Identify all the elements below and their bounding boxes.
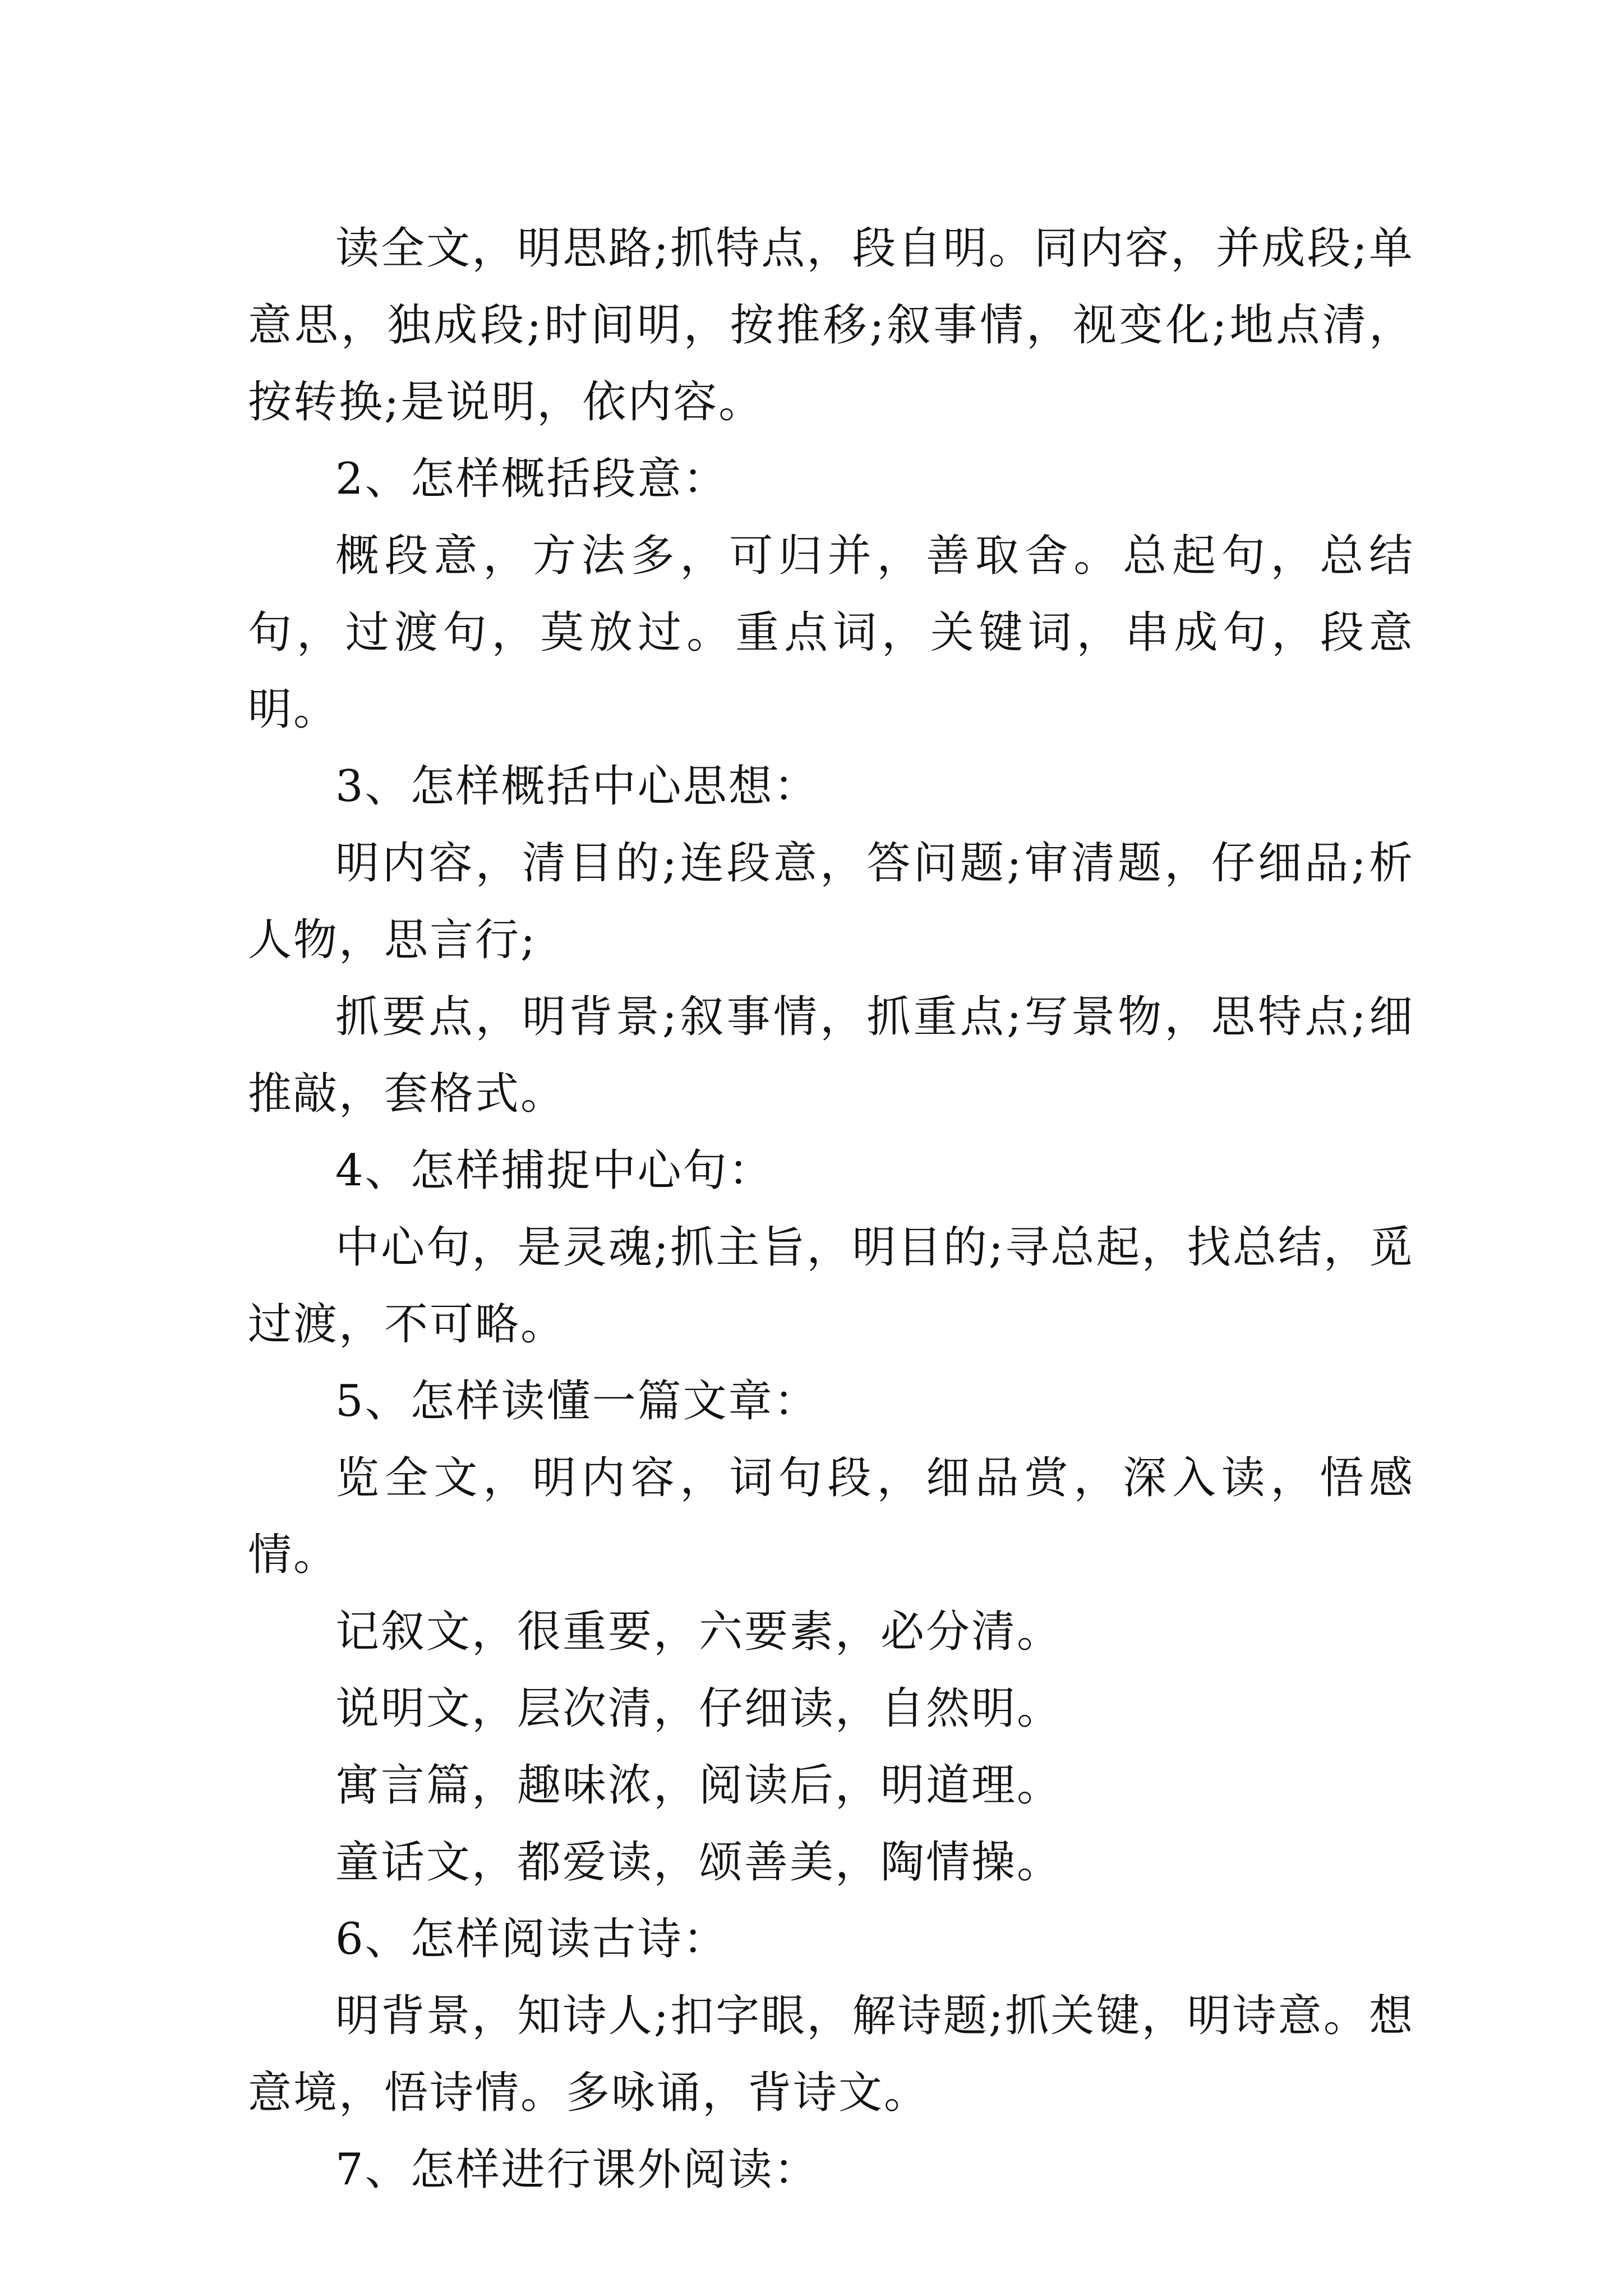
heading-central-idea: 3、怎样概括中心思想：: [335, 761, 819, 812]
paragraph-narrative: 记叙文，很重要，六要素，必分清。: [335, 1607, 1063, 1657]
heading-summarize-paragraph: 2、怎样概括段意：: [335, 454, 728, 504]
document-body: [248, 210, 1414, 2208]
paragraph-central-sentence: 中心句，是灵魂;抓主旨，明目的;寻总起，找总结，觅过渡，不可略。: [248, 1222, 1414, 1350]
paragraph-fairy-tale: 童话文，都爱读，颂善美，陶情操。: [335, 1837, 1063, 1888]
paragraph-summarize-paragraph: 概段意，方法多，可归并，善取舍。总起句，总结句，过渡句，莫放过。重点词，关键词，串成句，段意明。: [248, 531, 1414, 735]
heading-understand-article: 5、怎样读懂一篇文章：: [335, 1376, 819, 1427]
paragraph-reading-method: 读全文，明思路;抓特点，段自明。同内容，并成段;单意思，独成段;时间明，按推移;叙事情，视变化;地点清，按转换;是说明，依内容。: [248, 223, 1414, 427]
paragraph-understand-article: 览全文，明内容，词句段，细品赏，深入读，悟感情。: [248, 1453, 1414, 1580]
heading-central-sentence: 4、怎样捕捉中心句：: [335, 1145, 774, 1196]
paragraph-central-idea-1: 明内容，清目的;连段意，答问题;审清题，仔细品;析人物，思言行;: [248, 838, 1414, 965]
paragraph-expository: 说明文，层次清，仔细读，自然明。: [335, 1683, 1063, 1734]
paragraph-ancient-poetry: 明背景，知诗人;扣字眼，解诗题;抓关键，明诗意。想意境，悟诗情。多咏诵，背诗文。: [248, 1991, 1414, 2118]
paragraph-fable: 寓言篇，趣味浓，阅读后，明道理。: [335, 1760, 1063, 1811]
heading-extracurricular-reading: 7、怎样进行课外阅读：: [335, 2145, 819, 2195]
heading-ancient-poetry: 6、怎样阅读古诗：: [335, 1914, 728, 1964]
paragraph-central-idea-2: 抓要点，明背景;叙事情，抓重点;写景物，思特点;细推敲，套格式。: [248, 992, 1414, 1119]
